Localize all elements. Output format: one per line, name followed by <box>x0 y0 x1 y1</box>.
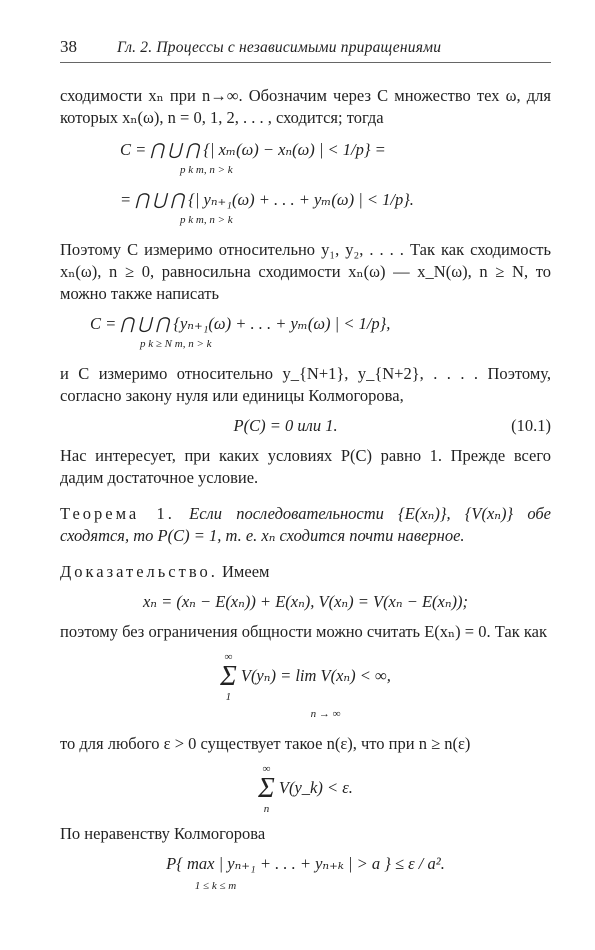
paragraph-4: Нас интересует, при каких условиях P(C) равно 1. Прежде всего дадим достаточное условие. <box>60 446 551 487</box>
theorem <box>60 503 551 547</box>
equation-2-sub: p k ≥ N m, n > k <box>140 338 212 350</box>
equation-1-line-2: = ⋂ ⋃ ⋂ {| yₙ₊₁(ω) + . . . + yₘ(ω) | < 1/p}. <box>120 190 414 209</box>
limit-subscript: n → ∞ <box>310 708 341 720</box>
equation-3 <box>60 415 551 437</box>
sum-symbol-1: ∞ Σ 1 <box>220 651 237 703</box>
page-header <box>60 36 551 63</box>
equation-7: P{ max | yₙ₊₁ + . . . + yₙ₊ₖ | > a } ≤ ε / a². 1 ≤ k ≤ m <box>60 853 551 897</box>
theorem-text: Если последовательности {E(xₙ)}, {V(xₙ)} обе сходятся, то P(C) = 1, т. е. xₙ сходится почти наверное. <box>60 504 551 545</box>
equation-6: ∞ Σ n V(y_k) < ε. <box>258 763 353 815</box>
sum-symbol-2: ∞ Σ n <box>258 763 275 815</box>
equation-1-line-1: C = ⋂ ⋃ ⋂ {| xₘ(ω) − xₙ(ω) | < 1/p} = <box>120 140 386 159</box>
running-title: Гл. 2. Процессы с независимыми приращениями <box>117 39 442 56</box>
proof-start: Имеем <box>222 562 270 581</box>
paragraph-5: поэтому без ограничения общности можно считать E(xₙ) = 0. Так как <box>60 622 547 641</box>
proof-label: Доказательство. <box>60 562 218 581</box>
page-number: 38 <box>60 37 77 56</box>
equation-7-sub: 1 ≤ k ≤ m <box>194 880 237 892</box>
equation-number: (10.1) <box>511 416 551 435</box>
equation-3-body: P(C) = 0 или 1. <box>233 416 338 435</box>
equation-5: ∞ Σ 1 V(yₙ) = lim V(xₙ) < ∞, n → ∞ <box>60 651 551 725</box>
equation-4: xₙ = (xₙ − E(xₙ)) + E(xₙ), V(xₙ) = V(xₙ − E(xₙ)); <box>142 592 469 611</box>
paragraph-6: то для любого ε > 0 существует такое n(ε), что при n ≥ n(ε) <box>60 734 471 753</box>
equation-1-sub-2: p k m, n > k <box>180 214 233 226</box>
equation-2: C = ⋂ ⋃ ⋂ {yₙ₊₁(ω) + . . . + yₘ(ω) | < 1/p}, <box>90 314 391 333</box>
proof-intro <box>60 561 551 583</box>
paragraph-3: и C измеримо относительно y_{N+1}, y_{N+2}, . . . . Поэтому, согласно закону нуля или единицы Колмогорова, <box>60 364 551 405</box>
paragraph-1: сходимости xₙ при n→∞. Обозначим через C множество тех ω, для которых xₙ(ω), n = 0, 1, 2, . . . , сходится; тогда <box>60 86 551 127</box>
equation-1-sub-1: p k m, n > k <box>180 164 233 176</box>
theorem-label: Теорема 1. <box>60 504 175 523</box>
paragraph-7: По неравенству Колмогорова <box>60 824 266 843</box>
paragraph-2: Поэтому C измеримо относительно y₁, y₂, . . . . Так как сходимость xₙ(ω), n ≥ 0, равносильна сходимости xₙ(ω) — x_N(ω), n ≥ N, то можно также написать <box>60 240 551 303</box>
